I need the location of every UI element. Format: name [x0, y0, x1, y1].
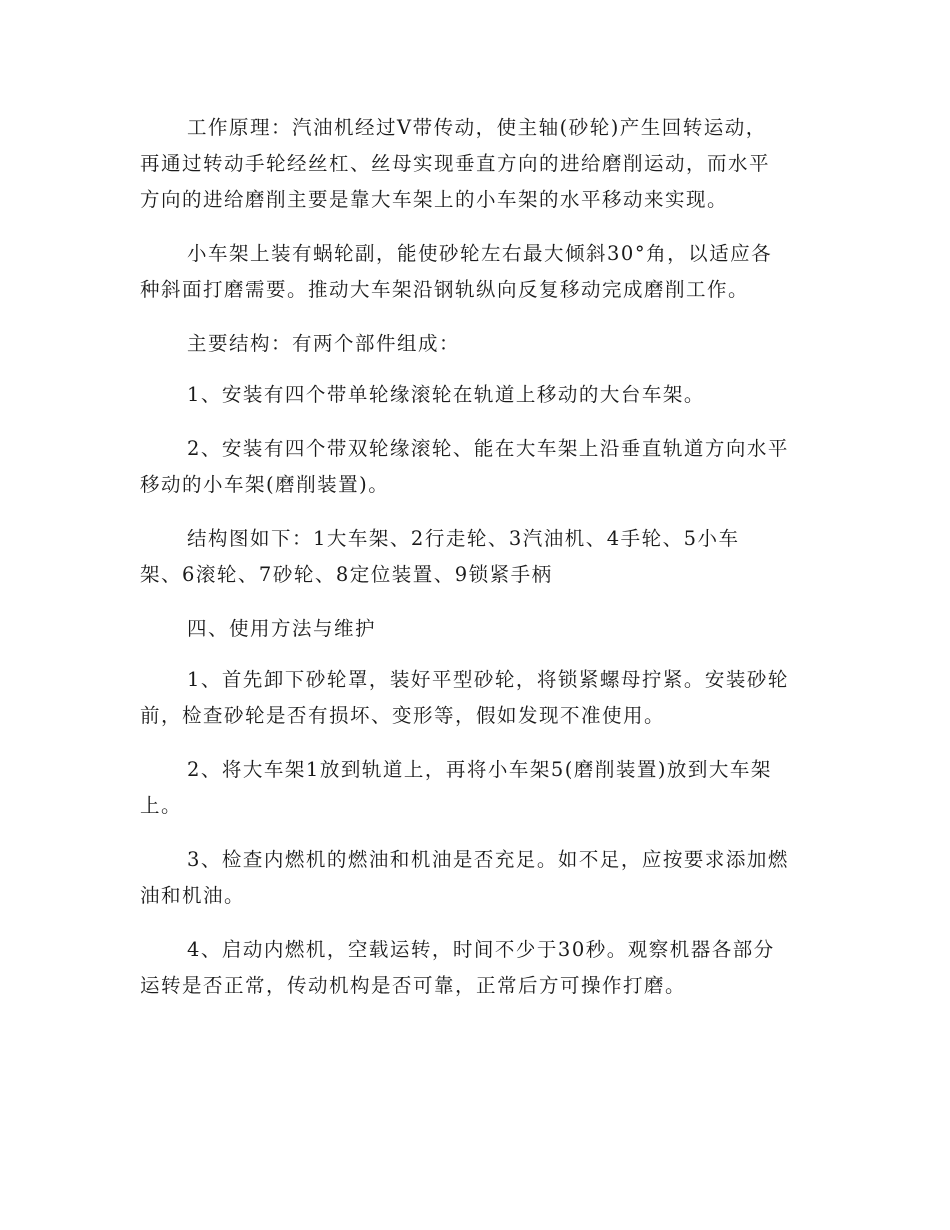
paragraph-line: 3、检查内燃机的燃油和机油是否充足。如不足，应按要求添加燃: [187, 848, 789, 871]
paragraph-line: 运转是否正常，传动机构是否可靠，正常后方可操作打磨。: [140, 974, 687, 997]
paragraph-usage-step-2: [140, 752, 810, 824]
paragraph-line: 上。: [140, 794, 183, 817]
paragraph-usage-step-1: [140, 662, 810, 734]
paragraph-structure-item-2: [140, 431, 810, 503]
paragraph-line: 工作原理：汽油机经过Ⅴ带传动，使主轴(砂轮)产生回转运动，: [187, 116, 767, 139]
paragraph-line: 1、首先卸下砂轮罩，装好平型砂轮，将锁紧螺母拧紧。安装砂轮: [187, 668, 789, 691]
paragraph-line: 再通过转动手轮经丝杠、丝母实现垂直方向的进给磨削运动，而水平: [140, 152, 771, 175]
paragraph-line: 4、启动内燃机，空载运转，时间不少于30秒。观察机器各部分: [187, 938, 775, 961]
paragraph-line: 主要结构：有两个部件组成：: [187, 332, 461, 355]
paragraph-line: 2、安装有四个带双轮缘滚轮、能在大车架上沿垂直轨道方向水平: [187, 437, 789, 460]
paragraph-line: 小车架上装有蜗轮副，能使砂轮左右最大倾斜30°角，以适应各: [187, 242, 773, 265]
paragraph-structure-diagram: [140, 521, 810, 593]
paragraph-working-principle: [140, 110, 810, 218]
paragraph-line: 移动的小车架(磨削装置)。: [140, 473, 390, 496]
paragraph-line: 结构图如下：1大车架、2行走轮、3汽油机、4手轮、5小车: [187, 527, 740, 550]
paragraph-structure-item-1: [140, 377, 810, 413]
paragraph-line: 架、6滚轮、7砂轮、8定位装置、9锁紧手柄: [140, 563, 553, 586]
paragraph-line: 四、使用方法与维护: [187, 617, 377, 640]
paragraph-line: 前，检查砂轮是否有损坏、变形等，假如发现不准使用。: [140, 704, 666, 727]
paragraph-small-carriage: [140, 236, 810, 308]
paragraph-usage-step-3: [140, 842, 810, 914]
paragraph-line: 1、安装有四个带单轮缘滚轮在轨道上移动的大台车架。: [187, 383, 705, 406]
section-heading-usage: [140, 611, 810, 647]
paragraph-main-structure: [140, 326, 810, 362]
paragraph-line: 油和机油。: [140, 884, 246, 907]
paragraph-line: 方向的进给磨削主要是靠大车架上的小车架的水平移动来实现。: [140, 188, 729, 211]
paragraph-usage-step-4: [140, 932, 810, 1004]
paragraph-line: 2、将大车架1放到轨道上，再将小车架5(磨削装置)放到大车架: [187, 758, 772, 781]
paragraph-line: 种斜面打磨需要。推动大车架沿钢轨纵向反复移动完成磨削工作。: [140, 278, 750, 301]
